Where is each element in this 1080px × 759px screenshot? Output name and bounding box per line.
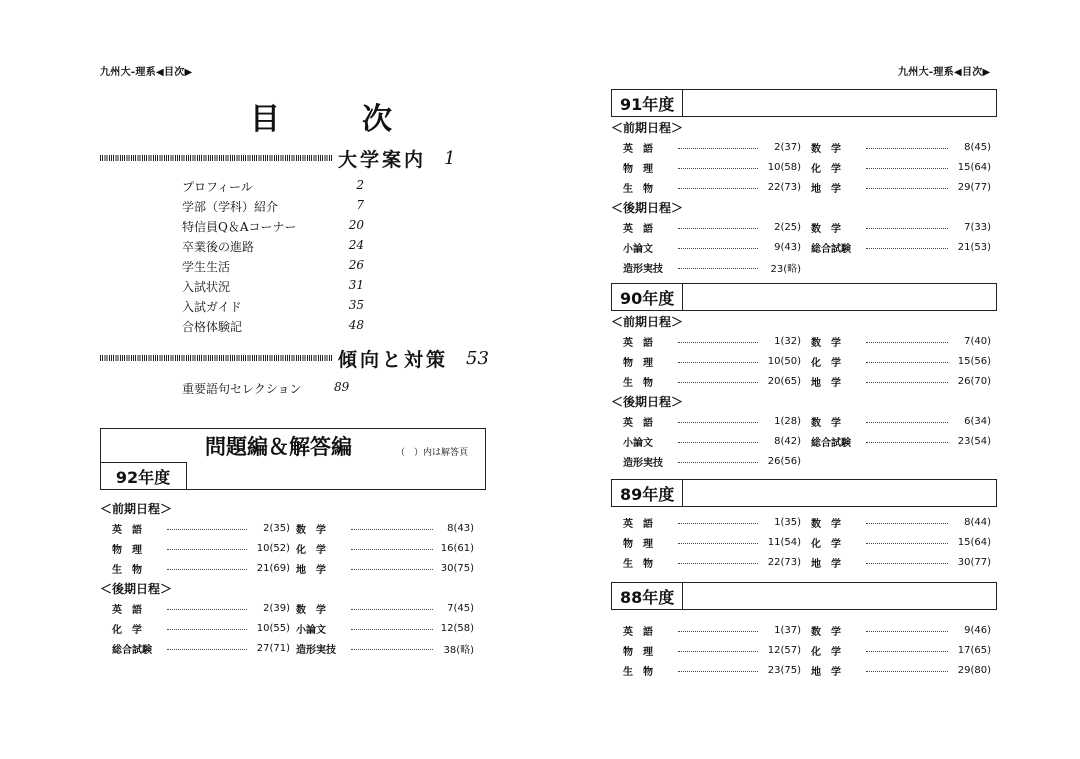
subject-label: 地 学 (811, 183, 841, 195)
entry (611, 434, 811, 449)
year-label: 90年度 (612, 284, 683, 310)
leader-dots (866, 148, 948, 149)
entry (611, 454, 811, 469)
hatch-rule (100, 155, 332, 161)
entry (611, 220, 811, 235)
subject-label: 総合試験 (112, 644, 152, 656)
page-number: 2(37) (774, 141, 801, 153)
page-number: 8(42) (774, 435, 801, 447)
leader-dots (866, 563, 948, 564)
subject-label: 数 学 (811, 143, 841, 155)
page-number: 21(53) (957, 241, 991, 253)
subject-label: 物 理 (112, 544, 142, 556)
subject-label: 数 学 (811, 417, 841, 429)
page-number: 26(56) (767, 455, 801, 467)
toc-page: 31 (348, 278, 364, 292)
entry-row (611, 157, 1001, 177)
leader-dots (678, 382, 758, 383)
section-title: 傾向と対策 (338, 348, 449, 371)
toc-page: 24 (348, 238, 364, 252)
subject-label: 化 学 (811, 357, 841, 369)
toc-label: 重要語句セレクション (182, 382, 302, 396)
entry (811, 160, 991, 175)
entry (611, 643, 811, 658)
leader-dots (678, 523, 758, 524)
entry-row (100, 618, 490, 638)
entry-row (611, 431, 1001, 451)
entry (811, 354, 991, 369)
toc-page: 7 (356, 198, 364, 212)
leader-dots (866, 671, 948, 672)
page-number: 20(65) (767, 375, 801, 387)
leader-dots (866, 631, 948, 632)
page-number: 1(37) (774, 624, 801, 636)
leader-dots (866, 228, 948, 229)
page-number: 23(54) (957, 435, 991, 447)
entry-row (100, 518, 490, 538)
subject-label: 地 学 (296, 564, 326, 576)
entry (611, 260, 811, 275)
page-number: 15(64) (957, 161, 991, 173)
entry (296, 541, 474, 556)
entry (611, 535, 811, 550)
subject-label: 地 学 (811, 377, 841, 389)
subject-label: 生 物 (623, 377, 653, 389)
page-number: 11(54) (767, 536, 801, 548)
leader-dots (167, 609, 247, 610)
leader-dots (351, 529, 433, 530)
leader-dots (866, 342, 948, 343)
entry (296, 561, 474, 576)
year-box-89 (611, 479, 997, 507)
toc-item-phrases (182, 380, 354, 400)
leader-dots (866, 543, 948, 544)
entry (611, 160, 811, 175)
section-trends (100, 346, 489, 370)
session-label: ＜前期日程＞ (611, 120, 684, 135)
leader-dots (866, 362, 948, 363)
entry-row (611, 640, 1001, 660)
leader-dots (866, 651, 948, 652)
toc-label: 学部（学科）紹介 (182, 200, 279, 214)
entry-row (100, 598, 490, 618)
hatch-rule (100, 355, 332, 361)
page-number: 8(44) (964, 516, 991, 528)
section-university-guide (100, 146, 455, 170)
entry-row (611, 257, 1001, 277)
page-number: 10(55) (256, 622, 290, 634)
leader-dots (678, 168, 758, 169)
leader-dots (167, 629, 247, 630)
page-number: 17(65) (957, 644, 991, 656)
page-number: 7(40) (964, 335, 991, 347)
entry (611, 180, 811, 195)
entry (811, 535, 991, 550)
leader-dots (167, 549, 247, 550)
subject-label: 英 語 (623, 143, 653, 155)
toc-item (182, 178, 364, 198)
entry (811, 374, 991, 389)
subject-label: 地 学 (811, 558, 841, 570)
entry (811, 643, 991, 658)
entry-row (611, 331, 1001, 351)
page-number: 2(25) (774, 221, 801, 233)
entry-row (100, 558, 490, 578)
toc-page: 20 (348, 218, 364, 232)
page-number: 29(80) (957, 664, 991, 676)
toc-item (182, 298, 364, 318)
session-label: ＜後期日程＞ (611, 200, 684, 215)
page-number: 27(71) (256, 642, 290, 654)
entry-row (611, 451, 1001, 471)
leader-dots (678, 543, 758, 544)
page-number: 22(73) (767, 181, 801, 193)
toc-label: プロフィール (182, 180, 253, 194)
page-number: 30(77) (957, 556, 991, 568)
subject-label: 数 学 (811, 518, 841, 530)
toc-label: 卒業後の進路 (182, 240, 255, 254)
right-running-header: 九州大-理系◀目次▶ (898, 67, 991, 78)
leader-dots (678, 442, 758, 443)
subject-label: 生 物 (623, 666, 653, 678)
entry (811, 140, 991, 155)
page-number: 22(73) (767, 556, 801, 568)
subject-label: 化 学 (811, 646, 841, 658)
toc-item (182, 238, 364, 258)
entry (611, 374, 811, 389)
year-box-88 (611, 582, 997, 610)
subject-label: 造形実技 (296, 644, 336, 656)
entry (811, 220, 991, 235)
subject-label: 総合試験 (811, 437, 851, 449)
page-number: 23(略) (770, 263, 801, 275)
session-label: ＜後期日程＞ (100, 581, 173, 596)
entry (611, 623, 811, 638)
subject-label: 数 学 (296, 524, 326, 536)
toc-item (182, 278, 364, 298)
subject-label: 物 理 (623, 357, 653, 369)
page-number: 9(46) (964, 624, 991, 636)
page-number: 16(61) (440, 542, 474, 554)
subject-label: 地 学 (811, 666, 841, 678)
toc-label: 学生生活 (182, 260, 231, 274)
subject-label: 英 語 (623, 417, 653, 429)
leader-dots (678, 362, 758, 363)
subject-label: 化 学 (811, 163, 841, 175)
subject-label: 英 語 (623, 518, 653, 530)
entry-row (611, 660, 1001, 680)
session-label: ＜後期日程＞ (611, 394, 684, 409)
toc-item (182, 198, 364, 218)
entry (611, 555, 811, 570)
leader-dots (678, 188, 758, 189)
entry-row (611, 552, 1001, 572)
page-number: 1(28) (774, 415, 801, 427)
page-number: 10(58) (767, 161, 801, 173)
page-number: 1(35) (774, 516, 801, 528)
entry (100, 621, 296, 636)
subject-label: 英 語 (623, 626, 653, 638)
section-page: 1 (444, 147, 456, 169)
entry (100, 521, 296, 536)
leader-dots (678, 248, 758, 249)
page-number: 8(45) (964, 141, 991, 153)
leader-dots (678, 671, 758, 672)
page-number: 7(45) (447, 602, 474, 614)
leader-dots (866, 422, 948, 423)
leader-dots (678, 631, 758, 632)
subject-label: 物 理 (623, 538, 653, 550)
leader-dots (167, 529, 247, 530)
session-label: ＜前期日程＞ (100, 501, 173, 516)
entry-row (611, 177, 1001, 197)
entry (611, 414, 811, 429)
page-number: 10(50) (767, 355, 801, 367)
entry (296, 641, 474, 656)
entry (811, 240, 991, 255)
entry-row (100, 638, 490, 658)
subject-label: 英 語 (112, 524, 142, 536)
page-number: 8(43) (447, 522, 474, 534)
entry (100, 561, 296, 576)
leader-dots (678, 268, 758, 269)
leader-dots (678, 563, 758, 564)
year-box-90 (611, 283, 997, 311)
leader-dots (866, 442, 948, 443)
page-number: 38(略) (443, 644, 474, 656)
year-box-91 (611, 89, 997, 117)
entry (811, 555, 991, 570)
entry (296, 621, 474, 636)
toc-main-title: 目 次 (250, 102, 418, 137)
entry (100, 601, 296, 616)
left-running-header: 九州大-理系◀目次▶ (100, 67, 193, 78)
subject-label: 英 語 (623, 223, 653, 235)
leader-dots (678, 342, 758, 343)
entry (611, 354, 811, 369)
entry (611, 240, 811, 255)
subject-label: 数 学 (811, 337, 841, 349)
page-number: 7(33) (964, 221, 991, 233)
toc-label: 入試状況 (182, 280, 231, 294)
toc-page: 2 (356, 178, 364, 192)
toc-label: 特信員Q＆Aコーナー (182, 220, 297, 234)
page-number: 30(75) (440, 562, 474, 574)
toc-page: 89 (334, 380, 350, 394)
subject-label: 造形実技 (623, 263, 663, 275)
leader-dots (866, 188, 948, 189)
subject-label: 小論文 (296, 624, 326, 636)
subject-label: 化 学 (112, 624, 142, 636)
toc-page: 48 (348, 318, 364, 332)
toc-item (182, 318, 364, 338)
entry (811, 180, 991, 195)
year-label: 89年度 (612, 480, 683, 506)
problems-box (100, 428, 486, 490)
page-number: 15(64) (957, 536, 991, 548)
toc-page: 26 (348, 258, 364, 272)
entry (811, 623, 991, 638)
subject-label: 造形実技 (623, 457, 663, 469)
subject-label: 化 学 (296, 544, 326, 556)
page-number: 2(35) (263, 522, 290, 534)
problems-title: 問題編＆解答編 (205, 435, 352, 459)
page-number: 1(32) (774, 335, 801, 347)
page-number: 12(57) (767, 644, 801, 656)
page-number: 26(70) (957, 375, 991, 387)
leader-dots (167, 649, 247, 650)
subject-label: 物 理 (623, 646, 653, 658)
leader-dots (866, 382, 948, 383)
entry (296, 521, 474, 536)
entry (811, 515, 991, 530)
page-number: 29(77) (957, 181, 991, 193)
subject-label: 小論文 (623, 243, 653, 255)
entry (811, 414, 991, 429)
entry-row (611, 137, 1001, 157)
section-page: 53 (466, 347, 489, 369)
subject-label: 生 物 (623, 183, 653, 195)
right-year-list (611, 89, 1001, 680)
entry (611, 663, 811, 678)
entry-row (611, 532, 1001, 552)
subject-label: 英 語 (112, 604, 142, 616)
toc-list (182, 178, 364, 338)
entry (811, 663, 991, 678)
entry-row (611, 351, 1001, 371)
page-number: 2(39) (263, 602, 290, 614)
leader-dots (866, 523, 948, 524)
leader-dots (351, 629, 433, 630)
year-label-92: 92年度 (100, 462, 187, 490)
page-number: 9(43) (774, 241, 801, 253)
page-number: 21(69) (256, 562, 290, 574)
leader-dots (678, 228, 758, 229)
toc-item (182, 218, 364, 238)
subject-label: 小論文 (623, 437, 653, 449)
leader-dots (866, 168, 948, 169)
entry-row (611, 512, 1001, 532)
leader-dots (678, 651, 758, 652)
leader-dots (351, 569, 433, 570)
subject-label: 物 理 (623, 163, 653, 175)
subject-label: 総合試験 (811, 243, 851, 255)
subject-label: 数 学 (811, 626, 841, 638)
entry (811, 334, 991, 349)
entry-row (611, 217, 1001, 237)
page-number: 10(52) (256, 542, 290, 554)
leader-dots (678, 422, 758, 423)
entry-row (611, 620, 1001, 640)
subject-label: 英 語 (623, 337, 653, 349)
leader-dots (351, 549, 433, 550)
page-number: 6(34) (964, 415, 991, 427)
entry (611, 140, 811, 155)
leader-dots (678, 148, 758, 149)
toc-label: 入試ガイド (182, 300, 242, 314)
entry-row (611, 237, 1001, 257)
year-label: 88年度 (612, 583, 683, 609)
subject-label: 生 物 (112, 564, 142, 576)
entry (296, 601, 474, 616)
year-92-entries (100, 498, 490, 658)
section-title: 大学案内 (338, 148, 427, 171)
leader-dots (351, 609, 433, 610)
leader-dots (678, 462, 758, 463)
subject-label: 数 学 (811, 223, 841, 235)
page-number: 23(75) (767, 664, 801, 676)
problems-note: （ ）内は解答頁 (396, 448, 469, 458)
toc-label: 合格体験記 (182, 320, 243, 334)
subject-label: 生 物 (623, 558, 653, 570)
toc-item (182, 258, 364, 278)
entry-row (611, 411, 1001, 431)
leader-dots (351, 649, 433, 650)
page-number: 15(56) (957, 355, 991, 367)
entry (611, 334, 811, 349)
entry (611, 515, 811, 530)
subject-label: 数 学 (296, 604, 326, 616)
entry (100, 641, 296, 656)
entry-row (611, 371, 1001, 391)
session-label: ＜前期日程＞ (611, 314, 684, 329)
entry (811, 434, 991, 449)
entry-row (100, 538, 490, 558)
leader-dots (866, 248, 948, 249)
subject-label: 化 学 (811, 538, 841, 550)
year-label: 91年度 (612, 90, 683, 116)
page-number: 12(58) (440, 622, 474, 634)
toc-page: 35 (348, 298, 364, 312)
leader-dots (167, 569, 247, 570)
entry (100, 541, 296, 556)
